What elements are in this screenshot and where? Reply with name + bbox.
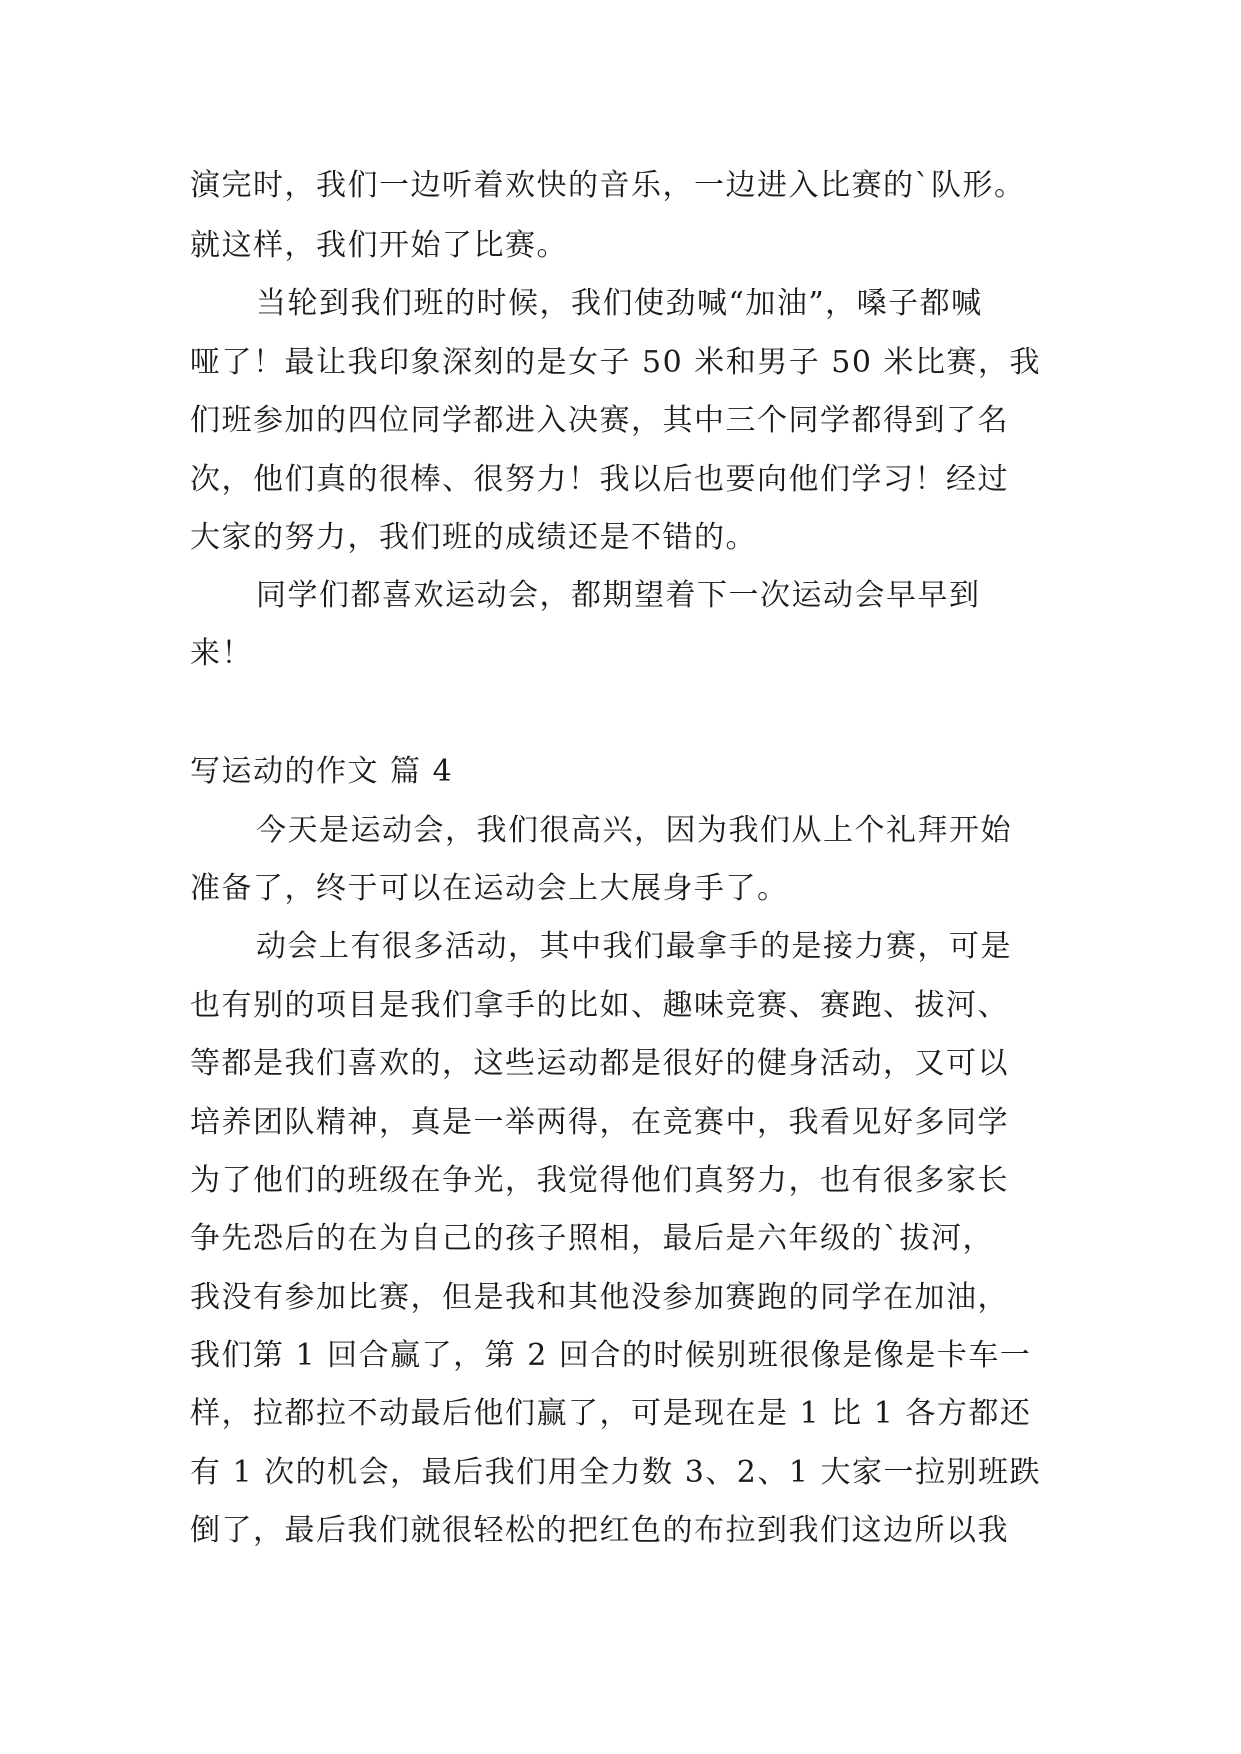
text-line: 哑了！最让我印象深刻的是女子 50 米和男子 50 米比赛，我 xyxy=(190,345,1041,380)
text-line: 我没有参加比赛，但是我和其他没参加赛跑的同学在加油， xyxy=(190,1280,1009,1315)
text-line: 为了他们的班级在争光，我觉得他们真努力，也有很多家长 xyxy=(190,1163,1009,1198)
text-line: 也有别的项目是我们拿手的比如、趣味竞赛、赛跑、拔河、 xyxy=(190,988,1009,1023)
paragraph-line: 动会上有很多活动，其中我们最拿手的是接力赛，可是 xyxy=(256,929,1012,964)
text-line: 样，拉都拉不动最后他们赢了，可是现在是 1 比 1 各方都还 xyxy=(190,1396,1032,1431)
text-line: 等都是我们喜欢的，这些运动都是很好的健身活动，又可以 xyxy=(190,1046,1009,1081)
text-line: 们班参加的四位同学都进入决赛，其中三个同学都得到了名 xyxy=(190,403,1009,438)
paragraph-line: 今天是运动会，我们很高兴，因为我们从上个礼拜开始 xyxy=(256,813,1012,848)
text-line: 准备了，终于可以在运动会上大展身手了。 xyxy=(190,871,789,906)
text-line: 培养团队精神，真是一举两得，在竞赛中，我看见好多同学 xyxy=(190,1105,1009,1140)
paragraph-line: 同学们都喜欢运动会，都期望着下一次运动会早早到 xyxy=(256,578,981,613)
text-line: 次，他们真的很棒、很努力！我以后也要向他们学习！经过 xyxy=(190,462,1009,497)
text-line: 我们第 1 回合赢了，第 2 回合的时候别班很像是像是卡车一 xyxy=(190,1338,1032,1373)
text-line: 有 1 次的机会，最后我们用全力数 3、2、1 大家一拉别班跌 xyxy=(190,1455,1041,1490)
text-line: 大家的努力，我们班的成绩还是不错的。 xyxy=(190,520,757,555)
text-line: 就这样，我们开始了比赛。 xyxy=(190,228,568,263)
text-line: 争先恐后的在为自己的孩子照相，最后是六年级的`拔河， xyxy=(190,1221,994,1256)
text-line: 倒了，最后我们就很轻松的把红色的布拉到我们这边所以我 xyxy=(190,1513,1009,1548)
paragraph-line: 当轮到我们班的时候，我们使劲喊“加油”，嗓子都喊 xyxy=(256,286,983,321)
text-line: 来！ xyxy=(190,636,253,671)
text-line: 演完时，我们一边听着欢快的音乐，一边进入比赛的`队形。 xyxy=(190,168,1026,203)
section-heading: 写运动的作文 篇 4 xyxy=(190,754,454,789)
